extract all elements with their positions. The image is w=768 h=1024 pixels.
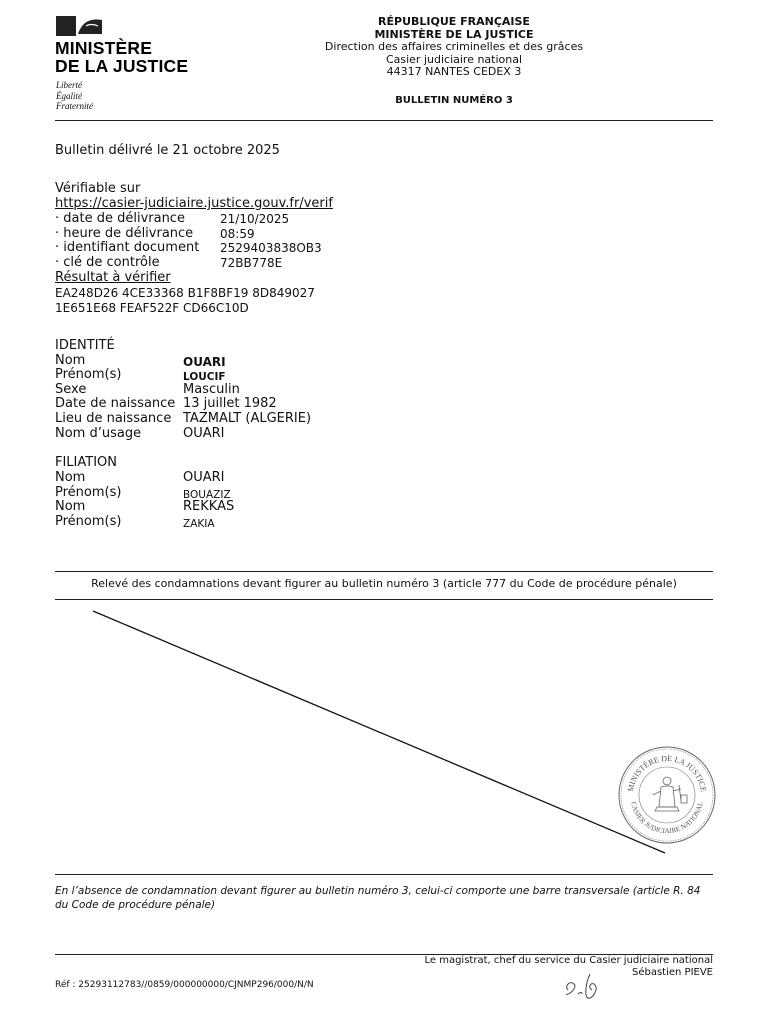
- bulletin-number-title: BULLETIN NUMÉRO 3: [395, 95, 513, 106]
- result-hash-line-2: 1E651E68 FEAF522F CD66C10D: [55, 301, 249, 315]
- verif-date-label: · date de délivrance: [55, 211, 185, 226]
- verification-label: Vérifiable sur: [55, 181, 141, 196]
- document-reference: Réf : 25293112783//0859/000000000/CJNMP296/000/N/N: [55, 980, 314, 990]
- identity-prenom-label: Prénom(s): [55, 367, 122, 382]
- seal-top-text: MINISTÈRE DE LA JUSTICE: [626, 753, 708, 793]
- filiation-mother-prenom-value: ZAKIA: [183, 518, 215, 530]
- filiation-mother-nom-value: REKKAS: [183, 499, 235, 514]
- identity-birthplace-value: TAZMALT (ALGERIE): [183, 411, 312, 426]
- filiation-mother-nom-label: Nom: [55, 499, 86, 514]
- header-ministry: MINISTÈRE DE LA JUSTICE: [374, 27, 534, 41]
- releve-title: Relevé des condamnations devant figurer au bulletin numéro 3 (article 777 du Code de procédure pénale): [91, 577, 677, 590]
- motto-egalite: Égalité: [56, 90, 82, 101]
- signature-name: Sébastien PIEVE: [631, 966, 713, 978]
- filiation-father-prenom-label: Prénom(s): [55, 485, 122, 500]
- verif-key-value: 72BB778E: [220, 256, 283, 270]
- logo-line-1: MINISTÈRE: [55, 38, 153, 58]
- identity-usage-name-value: OUARI: [183, 426, 225, 441]
- identity-sexe-label: Sexe: [55, 382, 87, 397]
- note-divider: [55, 874, 713, 875]
- absence-note: En l’absence de condamnation devant figurer au bulletin numéro 3, celui-ci comporte une barre transversale (article R. 84 du Code de procédure pénale): [55, 885, 701, 911]
- filiation-mother-prenom-label: Prénom(s): [55, 514, 122, 529]
- identity-nom-value: OUARI: [183, 355, 226, 369]
- identity-usage-name-label: Nom d’usage: [55, 426, 142, 441]
- verif-key-label: · clé de contrôle: [55, 255, 160, 270]
- motto-liberte: Liberté: [56, 80, 82, 90]
- official-seal: [617, 745, 717, 845]
- filiation-father-nom-label: Nom: [55, 470, 86, 485]
- identity-birthplace-label: Lieu de naissance: [55, 411, 172, 426]
- result-hash-line-1: EA248D26 4CE33368 B1F8BF19 8D849027: [55, 286, 315, 300]
- identity-birthdate-value: 13 juillet 1982: [183, 396, 277, 411]
- identity-heading: IDENTITÉ: [55, 338, 115, 353]
- header-direction: Direction des affaires criminelles et des grâces: [324, 40, 584, 53]
- header-address: 44317 NANTES CEDEX 3: [386, 65, 522, 78]
- filiation-father-nom-value: OUARI: [183, 470, 225, 485]
- signature-role: Le magistrat, chef du service du Casier judiciaire national: [424, 955, 713, 966]
- verification-link[interactable]: https://casier-judiciaire.justice.gouv.fr/verif: [55, 196, 333, 211]
- result-label: Résultat à vérifier: [55, 270, 171, 285]
- filiation-heading: FILIATION: [55, 455, 118, 470]
- verif-time-value: 08:59: [220, 227, 255, 241]
- filiation-father-prenom-value: BOUAZIZ: [183, 489, 231, 501]
- seal-bottom-text: CASIER JUDICIAIRE NATIONAL: [629, 800, 705, 836]
- identity-sexe-value: Masculin: [183, 382, 240, 397]
- header-service: Casier judiciaire national: [385, 52, 523, 66]
- handwritten-signature: [560, 968, 610, 1004]
- verif-time-label: · heure de délivrance: [55, 226, 194, 241]
- motto-fraternite: Fraternité: [56, 101, 93, 111]
- logo-line-2: DE LA JUSTICE: [55, 56, 189, 76]
- header-republic: RÉPUBLIQUE FRANÇAISE: [378, 15, 530, 28]
- identity-prenom-value: LOUCIF: [183, 371, 226, 383]
- identity-birthdate-label: Date de naissance: [55, 396, 176, 411]
- identity-nom-label: Nom: [55, 353, 86, 368]
- verif-docid-value: 2529403838OB3: [220, 241, 322, 255]
- verif-date-value: 21/10/2025: [220, 212, 290, 226]
- verif-docid-label: · identifiant document: [55, 240, 200, 255]
- delivery-date: Bulletin délivré le 21 octobre 2025: [55, 143, 280, 158]
